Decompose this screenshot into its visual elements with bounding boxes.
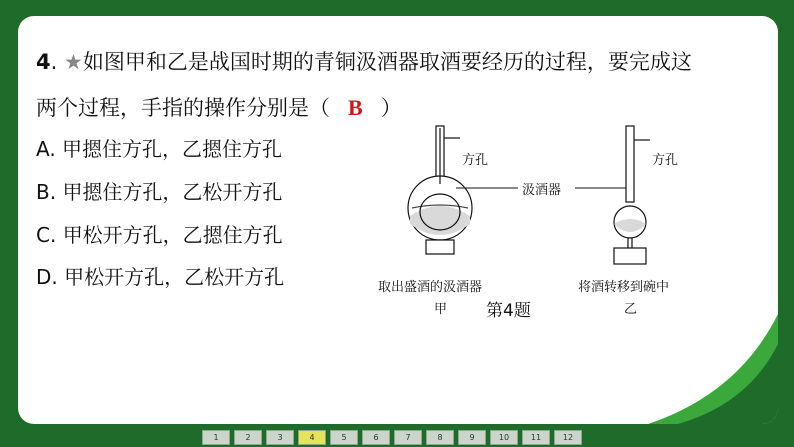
figure-title: 第4题 — [486, 301, 531, 321]
slide-card — [18, 16, 778, 424]
page-button[interactable]: 6 — [362, 430, 390, 445]
label-hole-right: 方孔 — [652, 153, 679, 168]
star-icon: ★ — [64, 50, 83, 74]
page-button[interactable]: 5 — [330, 430, 358, 445]
name-left: 甲 — [434, 302, 448, 317]
option-text: 甲松开方孔，乙松开方孔 — [64, 265, 285, 289]
question-line-1 — [36, 46, 692, 76]
option-a — [36, 133, 282, 162]
question-marker: . — [50, 50, 58, 74]
option-b — [36, 176, 282, 205]
option-text: 甲摁住方孔，乙摁住方孔 — [62, 137, 283, 161]
caption-right: 将酒转移到碗中 — [578, 280, 670, 295]
page-button[interactable]: 10 — [490, 430, 518, 445]
page-button[interactable]: 8 — [426, 430, 454, 445]
page-button[interactable]: 7 — [394, 430, 422, 445]
option-letter: C. — [36, 223, 57, 247]
question-text-3: ） — [380, 96, 402, 120]
page-button[interactable]: 12 — [554, 430, 582, 445]
option-text: 甲摁住方孔，乙松开方孔 — [62, 180, 283, 204]
page-button[interactable]: 2 — [234, 430, 262, 445]
page-button[interactable]: 3 — [266, 430, 294, 445]
page-button[interactable]: 11 — [522, 430, 550, 445]
corner-decoration — [648, 314, 778, 424]
question-text-1: 如图甲和乙是战国时期的青铜汲酒器取酒要经历的过程，要完成这 — [82, 50, 692, 74]
question-line-2 — [36, 92, 402, 122]
label-device: 汲酒器 — [522, 183, 562, 198]
option-text: 甲松开方孔，乙摁住方孔 — [62, 223, 283, 247]
option-c — [36, 219, 283, 248]
page-button-current[interactable]: 4 — [298, 430, 326, 445]
option-letter: A. — [36, 137, 56, 161]
page-button[interactable]: 9 — [458, 430, 486, 445]
name-right: 乙 — [624, 302, 638, 317]
page-navigator — [202, 430, 582, 445]
caption-left: 取出盛酒的汲酒器 — [378, 280, 483, 295]
label-hole-left: 方孔 — [462, 153, 489, 168]
answer-letter: B — [348, 95, 363, 120]
dipper-right — [614, 126, 650, 264]
question-text-2: 两个过程，手指的操作分别是（ — [36, 96, 330, 120]
dipper-left — [408, 126, 472, 254]
option-letter: B. — [36, 180, 57, 204]
option-letter: D. — [36, 265, 58, 289]
option-d — [36, 261, 284, 290]
question-number: 4 — [36, 50, 51, 74]
page-button[interactable]: 1 — [202, 430, 230, 445]
